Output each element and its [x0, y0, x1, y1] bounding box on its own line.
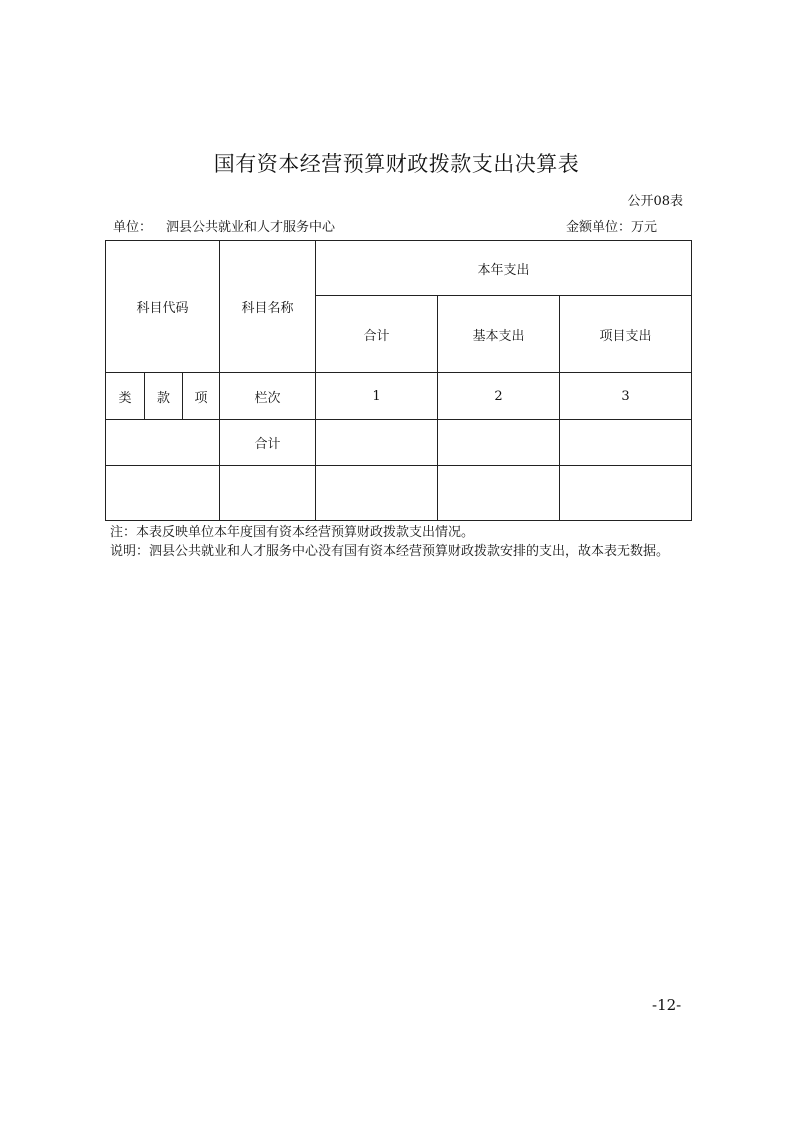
total-row-project-cell — [560, 420, 692, 466]
column-number-3: 3 — [560, 373, 692, 420]
total-row-total-cell — [316, 420, 438, 466]
empty-row-code-cell — [106, 466, 220, 521]
header-subject-code: 科目代码 — [106, 241, 220, 373]
notes-section — [110, 523, 700, 561]
header-basic-expense: 基本支出 — [438, 296, 560, 373]
total-row-label: 合计 — [220, 420, 316, 466]
header-current-year-expense: 本年支出 — [316, 241, 692, 296]
page-title: 国有资本经营预算财政拨款支出决算表 — [213, 152, 580, 176]
table-row-empty — [106, 466, 692, 521]
header-item: 项 — [183, 373, 220, 420]
empty-row-name-cell — [220, 466, 316, 521]
amount-unit: 金额单位：万元 — [566, 220, 658, 235]
unit-line — [113, 216, 335, 235]
empty-row-basic-cell — [438, 466, 560, 521]
page-number: -12- — [652, 996, 682, 1014]
table-row-total — [106, 420, 692, 466]
header-class: 类 — [106, 373, 145, 420]
total-row-basic-cell — [438, 420, 560, 466]
total-row-code-cell — [106, 420, 220, 466]
form-number: 公开08表 — [627, 194, 683, 209]
explanation-text: 说明：泗县公共就业和人才服务中心没有国有资本经营预算财政拨款安排的支出，故本表无数据。 — [110, 544, 670, 559]
column-number-1: 1 — [316, 373, 438, 420]
header-project-expense: 项目支出 — [560, 296, 692, 373]
budget-table — [105, 240, 692, 521]
header-column-order: 栏次 — [220, 373, 316, 420]
header-subject-name: 科目名称 — [220, 241, 316, 373]
unit-label: 单位： — [113, 220, 153, 235]
header-section: 款 — [145, 373, 183, 420]
header-total: 合计 — [316, 296, 438, 373]
unit-value: 泗县公共就业和人才服务中心 — [166, 220, 336, 235]
column-number-2: 2 — [438, 373, 560, 420]
note-text: 注：本表反映单位本年度国有资本经营预算财政拨款支出情况。 — [110, 525, 475, 540]
empty-row-total-cell — [316, 466, 438, 521]
empty-row-project-cell — [560, 466, 692, 521]
